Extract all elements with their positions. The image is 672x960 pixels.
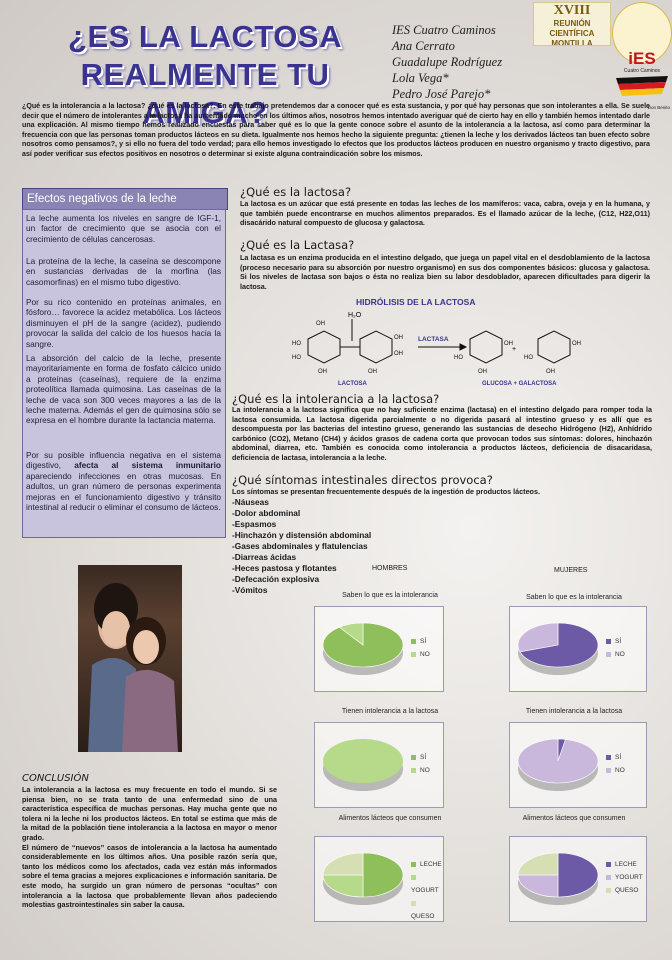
authors — [392, 22, 542, 102]
sidebar-title: Efectos negativos de la leche — [22, 188, 228, 210]
chart-legend — [606, 635, 625, 661]
list-item: -Diarreas ácidas — [232, 552, 297, 562]
pie-chart-panel — [509, 722, 647, 808]
author: Lola Vega* — [392, 71, 449, 85]
conclusion-paragraph: El número de “nuevos” casos de intolerancia a la lactosa ha aumentado considerablemente en los últimos años. Una posible razón sería que, tanto los médicos como los afectados, cada vez están más informados sobre el tema gracias a mejores explicaciones e información sanitaria. De este modo, ha surgido un gran número de personas “ocultas” con intolerancia a la lactosa que probablemente llevan años padeciendo molestias gastrointestinales sin saber la causa. — [22, 842, 277, 910]
enzyme-label: LACTASA — [418, 336, 449, 343]
legend-entry — [411, 751, 430, 764]
section-title-lactasa: ¿Qué es la Lactasa? — [240, 238, 355, 252]
lactose-label: LACTOSA — [338, 381, 367, 387]
chart-title: Saben lo que es la intolerancia — [342, 592, 438, 599]
legend-label: NO — [615, 651, 625, 658]
chart-title: Saben lo que es la intolerancia — [526, 594, 622, 601]
list-item: -Defecación explosiva — [232, 574, 320, 584]
svg-text:HO: HO — [524, 355, 533, 361]
legend-entry — [606, 635, 625, 648]
legend-swatch — [411, 639, 416, 644]
legend-swatch — [411, 755, 416, 760]
legend-entry — [606, 648, 625, 661]
legend-entry — [411, 897, 443, 923]
legend-label: NO — [420, 767, 430, 774]
women-header: MUJERES — [554, 567, 588, 574]
legend-swatch — [411, 875, 416, 880]
legend-swatch — [411, 901, 416, 906]
chart-legend — [411, 751, 430, 777]
list-item: -Dolor abdominal — [232, 508, 301, 518]
conclusion-title: CONCLUSIÓN — [22, 773, 89, 784]
legend-label: YOGURT — [615, 874, 643, 881]
legend-swatch — [606, 639, 611, 644]
legend-swatch — [411, 652, 416, 657]
effect-paragraph: La proteína de la leche, la caseína se descompone en sustancias derivadas de la morfina (las casomorfinas) en el mismo tubo digestivo. — [26, 256, 221, 287]
svg-text:OH: OH — [394, 351, 403, 357]
svg-text:OH: OH — [318, 369, 327, 375]
legend-entry — [411, 871, 443, 897]
students-photo — [78, 565, 182, 752]
negative-effects-box — [22, 209, 226, 538]
legend-swatch — [606, 875, 611, 880]
chart-legend — [411, 858, 443, 923]
section-title-sintomas: ¿Qué síntomas intestinales directos provoca? — [232, 473, 493, 487]
svg-text:OH: OH — [572, 341, 581, 347]
effect-paragraph: Por su posible influencia negativa en el sistema digestivo, afecta al sistema inmunitario apareciendo infecciones en otras mucosas. En adultos, un gran número de personas experimenta mejoras en el funcionamiento digestivo y tránsito intestinal al reducir o eliminar el consumo de lácteos. — [26, 450, 221, 513]
list-item: -Vómitos — [232, 585, 268, 595]
pie-slice-no — [323, 739, 403, 783]
section-text-intolerancia: La intolerancia a la lactosa significa que no hay suficiente enzima (lactasa) en el intestino delgado para romper toda la lactosa consumida. La lactosa digerida parcialmente o no digerida pasará al intestino grueso y es allí que es descompuesta por las bacterias del intestino grueso, generando las sustancias de desecho Hidrógeno (H2), Anhídrido carbónico (CO2), Metano (CH4) y ácidos grasos de cadena corta que provocan todos sus síntomas: dolores, hinchazón abdominal, diarrea, etc. También es conocida como intolerancia a productos lácteos, deficiencia de disacaridasa, deficiencia de lactasa, intolerancia a la leche. — [232, 405, 652, 462]
legend-swatch — [606, 862, 611, 867]
legend-label: QUESO — [411, 913, 435, 920]
svg-text:OH: OH — [368, 369, 377, 375]
legend-entry — [411, 858, 443, 871]
author: Ana Cerrato — [392, 39, 455, 53]
pie-slice-queso — [518, 853, 558, 875]
legend-swatch — [411, 768, 416, 773]
diagram-title: HIDRÓLISIS DE LA LACTOSA — [356, 297, 476, 307]
pie-chart-panel — [509, 606, 647, 692]
section-text-lactosa: La lactosa es un azúcar que está presente en todas las leches de los mamíferos: vaca, cabra, oveja y en la humana, y que también puede encontrarse en muchos alimentos preparados. Es el llamado azúcar de la leche, (C12, H22,O11) disacárido natural compuesto de glucosa y galactosa. — [240, 199, 650, 228]
legend-label: SÍ — [420, 638, 427, 645]
section-text-sintomas: Los síntomas se presentan frecuentemente después de la ingestión de productos lácteos. — [232, 487, 540, 496]
svg-text:OH: OH — [546, 369, 555, 375]
title-line-1: ¿ES LA LACTOSA — [68, 19, 342, 54]
section-title-lactosa: ¿Qué es la lactosa? — [240, 185, 352, 199]
svg-text:OH: OH — [394, 335, 403, 341]
chart-title: Tienen intolerancia a la lactosa — [341, 708, 439, 715]
list-item: -Espasmos — [232, 519, 277, 529]
svg-text:OH: OH — [504, 341, 513, 347]
pie-chart — [315, 837, 405, 921]
legend-swatch — [606, 652, 611, 657]
symptom-list — [232, 497, 371, 596]
legend-entry — [411, 635, 430, 648]
title-line-2: REALMENTE TU AMIGA? — [80, 57, 330, 130]
pie-chart-panel — [314, 722, 444, 808]
intro-paragraph: ¿Qué es la intolerancia a la lactosa? ¿qué es la lactosa?. En este trabajo pretendemos dar a conocer qué es esta sustancia, y por qué hay personas que son intolerantes a ella. Se suele decir que el número de intolerantes a la lactosa ha aumentado mucho en los últimos años, nosotros hemos intentado averiguar qué de cierto hay en ello y también hemos intentado darle una explicación. Al mismo tiempo hemos realizado encuestas para saber qué es lo que la gente conoce sobre el asunto de la intolerancia a la lactosa, así como para determinar la frecuencia con que las personas toman productos lácteos en su dieta. Igualmente nos hemos hecho la siguiente pregunta: ¿tienen la leche y los derivados lácteos tan buen efecto sobre nosotros como pensamos?, y si ello no fuera del todo verdad; para ello hemos investigado lo efectos que los productos lácteos producen en nuestro organismo y tracto digestivo, para así poder verificar sus efectos positivos en nosotros o determinar si existe alguna contraindicación sobre los mismos. — [22, 102, 650, 158]
chart-title: Alimentos lácteos que consumen — [338, 815, 442, 822]
legend-label: LECHE — [420, 861, 442, 868]
legend-entry — [411, 764, 430, 777]
chart-title: Tienen intolerancia a la lactosa — [525, 708, 623, 715]
pie-chart-panel — [314, 836, 444, 922]
legend-label: SÍ — [615, 638, 622, 645]
conclusion-text — [22, 785, 277, 910]
pie-chart — [510, 837, 600, 921]
legend-label: SÍ — [420, 754, 427, 761]
author: Guadalupe Rodríguez — [392, 55, 503, 69]
legend-swatch — [606, 768, 611, 773]
pie-chart — [510, 723, 600, 807]
conclusion-paragraph: La intolerancia a la lactosa es muy frecuente en todo el mundo. Si se piensa bien, no se trata tanto de una enfermedad sino de una característica específica de muchas personas. Hay mucha gente que no tolera ni la leche ni los productos lácteos. En total se estima que más de la mitad de la población tiene intolerancia a la lactosa en mayor o menor grado. — [22, 785, 277, 842]
legend-label: NO — [615, 767, 625, 774]
chart-legend — [606, 858, 643, 897]
pie-chart — [315, 607, 405, 691]
effect-paragraph: Por su rico contenido en proteínas animales, en fósforo… favorece la acidez metabólica. Los lácteos disminuyen el pH de la sangre (acidez), pudiendo provocar la salida del calcio de los huesos hacia la sangre. — [26, 297, 221, 349]
chart-legend — [411, 635, 430, 661]
list-item: -Gases abdominales y flatulencias — [232, 541, 368, 551]
svg-text:OH: OH — [316, 321, 325, 327]
pie-slice-no — [518, 739, 598, 783]
effect-paragraph: La absorción del calcio de la leche, presente mayoritariamente en forma de fosfato cálcico unido a proteínas (caseínas), requiere de la enzima proteolítica llamada quimosina. Las caseínas de la leche de vaca son 300 veces mayores a las de la leche materna. Además el gen de quimosina sólo se expresa en el hombre durante la lactancia materna. — [26, 353, 221, 426]
list-item: -Náuseas — [232, 497, 269, 507]
effect-paragraph: La leche aumenta los niveles en sangre de IGF-1, un factor de crecimiento que se asocia con el crecimiento de células cancerosas. — [26, 213, 221, 244]
legend-swatch — [606, 888, 611, 893]
legend-entry — [606, 751, 625, 764]
legend-label: LECHE — [615, 861, 637, 868]
section-title-intolerancia: ¿Qué es la intolerancia a la lactosa? — [232, 392, 440, 406]
list-item: -Hinchazón y distensión abdominal — [232, 530, 372, 540]
lactose-hydrolysis-diagram — [288, 309, 660, 389]
svg-text:HO: HO — [454, 355, 463, 361]
legend-swatch — [411, 862, 416, 867]
author: Pedro José Parejo* — [392, 87, 491, 101]
plus-label: + — [512, 346, 517, 353]
products-label: GLUCOSA + GALACTOSA — [482, 381, 557, 387]
svg-text:OH: OH — [478, 369, 487, 375]
pie-chart-panel — [509, 836, 647, 922]
svg-text:HO: HO — [292, 355, 301, 361]
legend-entry — [411, 648, 430, 661]
pie-chart — [510, 607, 600, 691]
section-text-lactasa: La lactasa es un enzima producida en el intestino delgado, que juega un papel vital en el desdoblamiento de la lactosa (proceso necesario para su absorción por nuestro organismo) en sus dos componentes básicos: glucosa y galactosa. Si los niveles de lactasa son bajos o ésta no realiza bien su labor desdoblador, aparecen dificultades para digerir la lactosa. — [240, 253, 650, 291]
svg-text:HO: HO — [292, 341, 301, 347]
pie-chart-panel — [314, 606, 444, 692]
water-label: H₂O — [348, 312, 362, 319]
legend-label: NO — [420, 651, 430, 658]
author-school: IES Cuatro Caminos — [392, 23, 496, 37]
legend-entry — [606, 871, 643, 884]
pie-chart — [315, 723, 405, 807]
reunion-cientifica-logo: XVIII REUNIÓN CIENTÍFICA MONTILLA — [533, 2, 611, 46]
legend-label: QUESO — [615, 887, 639, 894]
legend-entry — [606, 884, 643, 897]
legend-label: SÍ — [615, 754, 622, 761]
ies-cuatro-caminos-logo: iES Cuatro Caminos Don Benito — [614, 50, 670, 106]
chart-title: Alimentos lácteos que consumen — [522, 815, 626, 822]
legend-swatch — [606, 755, 611, 760]
men-header: HOMBRES — [372, 565, 408, 572]
pie-slice-queso — [323, 853, 363, 875]
legend-entry — [606, 858, 643, 871]
chart-legend — [606, 751, 625, 777]
legend-label: YOGURT — [411, 887, 439, 894]
legend-entry — [606, 764, 625, 777]
list-item: -Heces pastosa y flotantes — [232, 563, 337, 573]
